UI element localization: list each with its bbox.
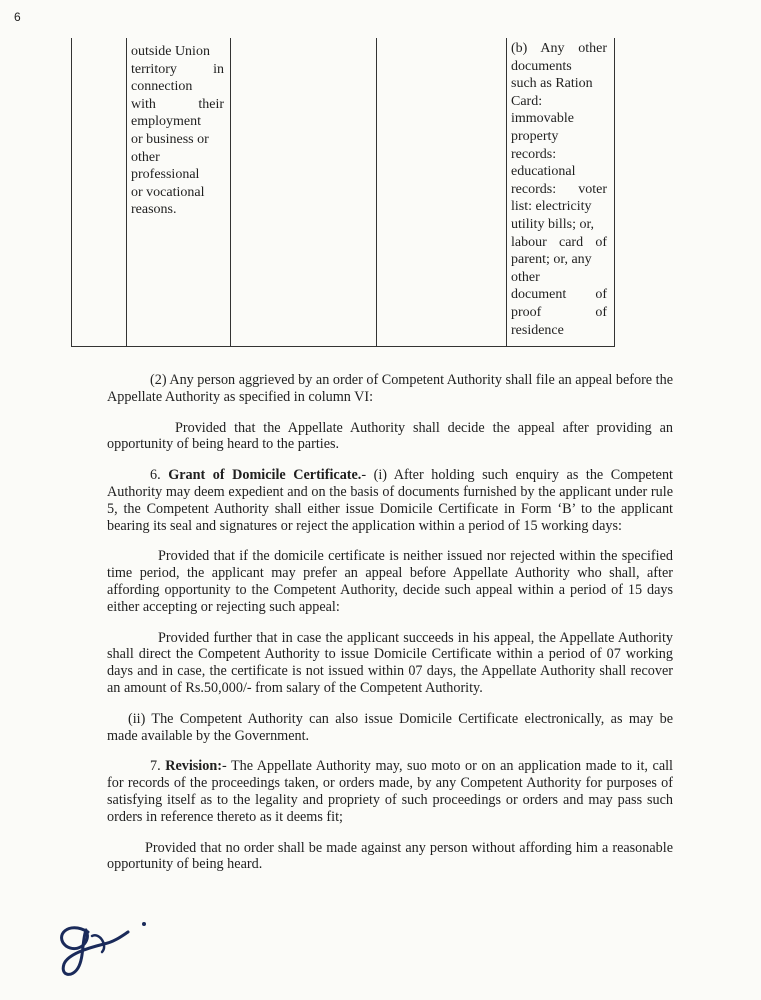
clause-number: 7. [150,758,161,775]
cell-line: employment [131,114,201,130]
cell-line: immovable [511,111,574,127]
section-heading: Revision: [165,758,222,775]
table-divider [126,38,127,346]
paragraph-appeal: (2) Any person aggrieved by an order of Competent Authority shall file an appeal before the Appellate Authority as specified in column VI: [107,372,673,405]
cell-line: or vocational [131,184,205,200]
cell-line: document of [511,287,607,303]
paragraph-proviso-further: Provided further that in case the applicant succeeds in his appeal, the Appellate Authority shall direct the Competent Authority to issue Domicile Certificate within a period of 07 working days and in case, the certificate is not issued within 07 days, the Appellate Authority shall recover an amount of Rs.50,000/- from salary of the Competent Authority. [107,629,673,696]
cell-line: educational [511,164,576,180]
document-body [107,372,673,887]
cell-line: (b) Any other [511,41,607,56]
cell-line: reasons. [131,202,177,218]
residence-table [71,38,615,347]
cell-line: documents [511,58,572,74]
cell-line: property [511,128,559,144]
clause-text: - (i) After holding such enquiry as the Competent Authority may deem expedient and on the basis of documents furnished by the applicant under rule 5, the Competent Authority shall either issue Domicile Certificate in Form ‘B’ to the applicant bearing its seal and signatures or reject the application within a period of 15 working days: [107,467,674,534]
cell-line: connection [131,79,193,95]
cell-line: labour card of [511,234,607,250]
cell-line: territory in [131,61,224,77]
cell-line: parent; or, any [511,252,592,268]
cell-line: records: [511,146,557,162]
paragraph-revision [107,758,673,825]
paragraph-proviso-appeal: Provided that if the domicile certificate is neither issued nor rejected within the specified time period, the applicant may prefer an appeal before Appellate Authority who shall, after affording opportunity to the Competent Authority, decide such appeal within a period of 15 days either accepting or rejecting such appeal: [107,548,673,615]
table-divider [506,38,507,346]
cell-line: list: electricity [511,199,592,215]
cell-line: records: voter [511,181,607,197]
table-cell-documents [511,40,607,339]
cell-line: outside Union [131,44,210,59]
table-cell-reasons [131,43,224,219]
clause-text: - The Appellate Authority may, suo moto or on an application made to it, call for records of the proceedings taken, or orders made, by any Competent Authority for purposes of satisfying itself as to the legality and propriety of such proceedings or orders and may pass such orders in reference thereto as it deems fit; [107,758,673,825]
cell-line: utility bills; or, [511,216,595,232]
cell-line: or business or [131,131,209,147]
cell-line: proof of [511,304,607,320]
cell-line: professional [131,167,200,183]
cell-line: other [511,269,540,285]
cell-line: other [131,149,160,165]
cell-line: such as Ration [511,76,593,92]
table-divider [376,38,377,346]
signature-mark [48,902,158,982]
cell-line: residence [511,322,564,338]
paragraph-proviso-hearing: Provided that the Appellate Authority shall decide the appeal after providing an opportunity of being heard to the parties. [107,419,673,453]
clause-number: 6. [150,467,161,484]
cell-line: with their [131,96,224,112]
section-heading: Grant of Domicile Certificate. [168,467,362,484]
table-divider [230,38,231,346]
cell-line: Card: [511,93,543,109]
page-number: 6 [14,10,21,24]
paragraph-proviso-opportunity: Provided that no order shall be made against any person without affording him a reasonable opportunity of being heard. [107,839,673,873]
paragraph-grant-domicile [107,467,673,534]
paragraph-electronic: (ii) The Competent Authority can also issue Domicile Certificate electronically, as may be made available by the Government. [107,710,673,744]
